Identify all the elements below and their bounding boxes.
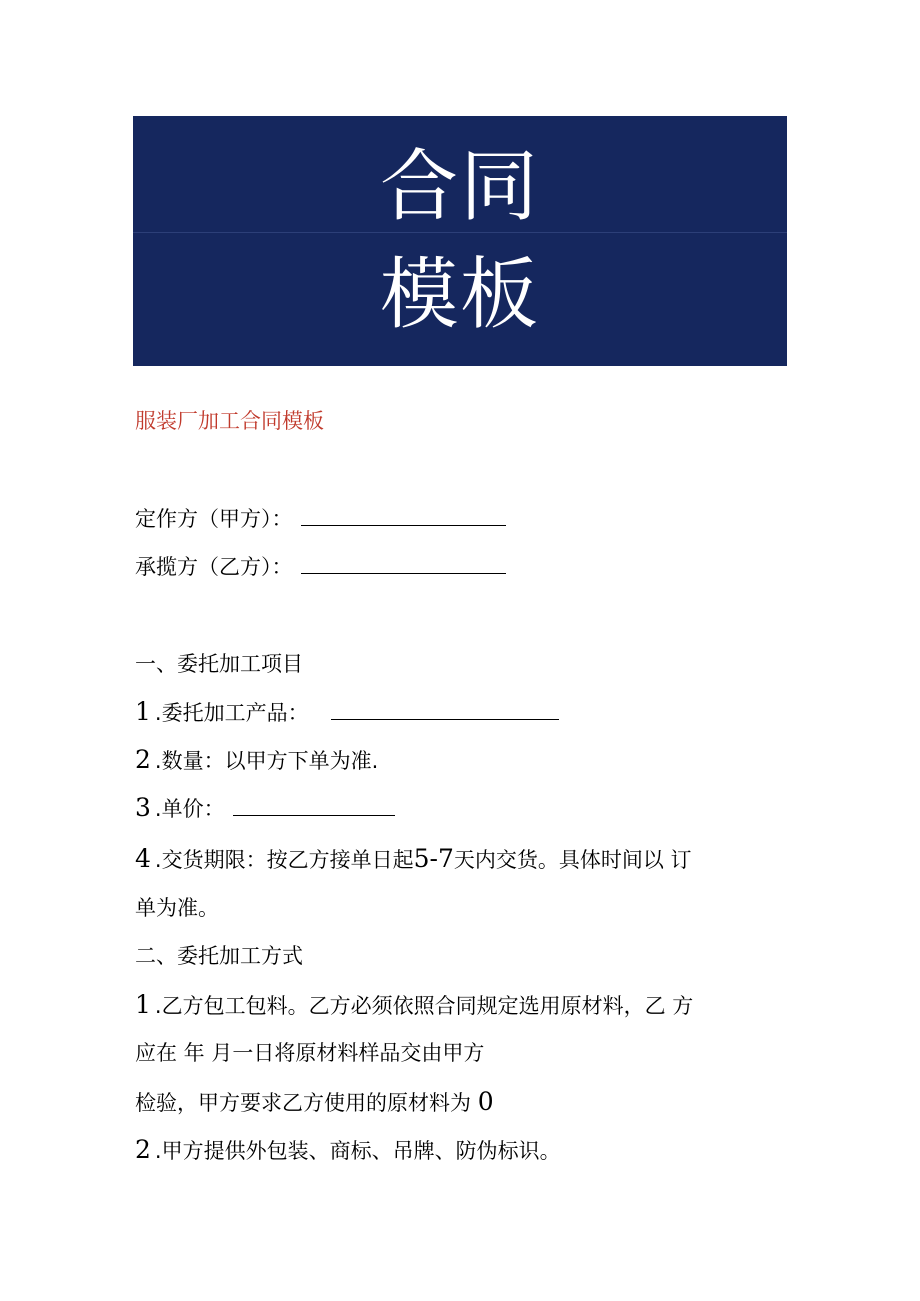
item-number: 2 — [135, 1135, 151, 1164]
item-number: 1 — [135, 697, 151, 726]
item-number: 4 — [135, 844, 151, 873]
party-b-line — [135, 553, 506, 581]
party-a-label: 定作方（甲方）： — [135, 507, 293, 531]
item-text: 检验，甲方要求乙方使用的原材料为 — [135, 1091, 478, 1115]
item-text: .交货期限：按乙方接单日起 — [154, 848, 414, 872]
section2-item2 — [135, 1136, 561, 1165]
title-banner — [133, 116, 787, 366]
price-blank[interactable] — [233, 795, 395, 816]
section2-heading: 二、委托加工方式 — [135, 944, 303, 968]
party-a-line — [135, 505, 506, 533]
section1-item1 — [135, 698, 559, 727]
party-b-blank[interactable] — [301, 553, 506, 574]
item-text: .数量：以甲方下单为准. — [154, 749, 379, 773]
item-text: .委托加工产品： — [154, 701, 309, 725]
party-a-blank[interactable] — [301, 505, 506, 526]
document-subtitle: 服装厂加工合同模板 — [135, 409, 324, 433]
section2-item1-cont2 — [135, 1088, 498, 1117]
item-number: 1 — [135, 990, 151, 1019]
banner-title-line2: 模板 — [379, 250, 540, 340]
section1-heading: 一、委托加工项目 — [135, 652, 303, 676]
section1-item2 — [135, 746, 378, 775]
section1-item4 — [135, 845, 692, 874]
item-text-cont: 天内交货。具体时间以 订 — [453, 848, 692, 872]
banner-title-line1: 合同 — [379, 142, 540, 232]
party-b-label: 承揽方（乙方）： — [135, 555, 293, 579]
item-text: .乙方包工包料。乙方必须依照合同规定选用原材料，乙 方 — [154, 994, 694, 1018]
product-blank[interactable] — [331, 699, 559, 720]
item-number: 3 — [135, 793, 151, 822]
item-text: .甲方提供外包装、商标、吊牌、防伪标识。 — [154, 1139, 561, 1163]
section2-item1-cont1: 应在 年 月一日将原材料样品交由甲方 — [135, 1041, 485, 1065]
item-number: 2 — [135, 745, 151, 774]
delivery-range: 5-7 — [413, 844, 454, 873]
section2-item1 — [135, 991, 693, 1020]
item-text: .单价： — [154, 797, 225, 821]
material-value: 0 — [477, 1087, 494, 1116]
section1-item3 — [135, 794, 395, 823]
banner-divider — [133, 232, 787, 233]
section1-item4-cont: 单为准。 — [135, 896, 219, 920]
